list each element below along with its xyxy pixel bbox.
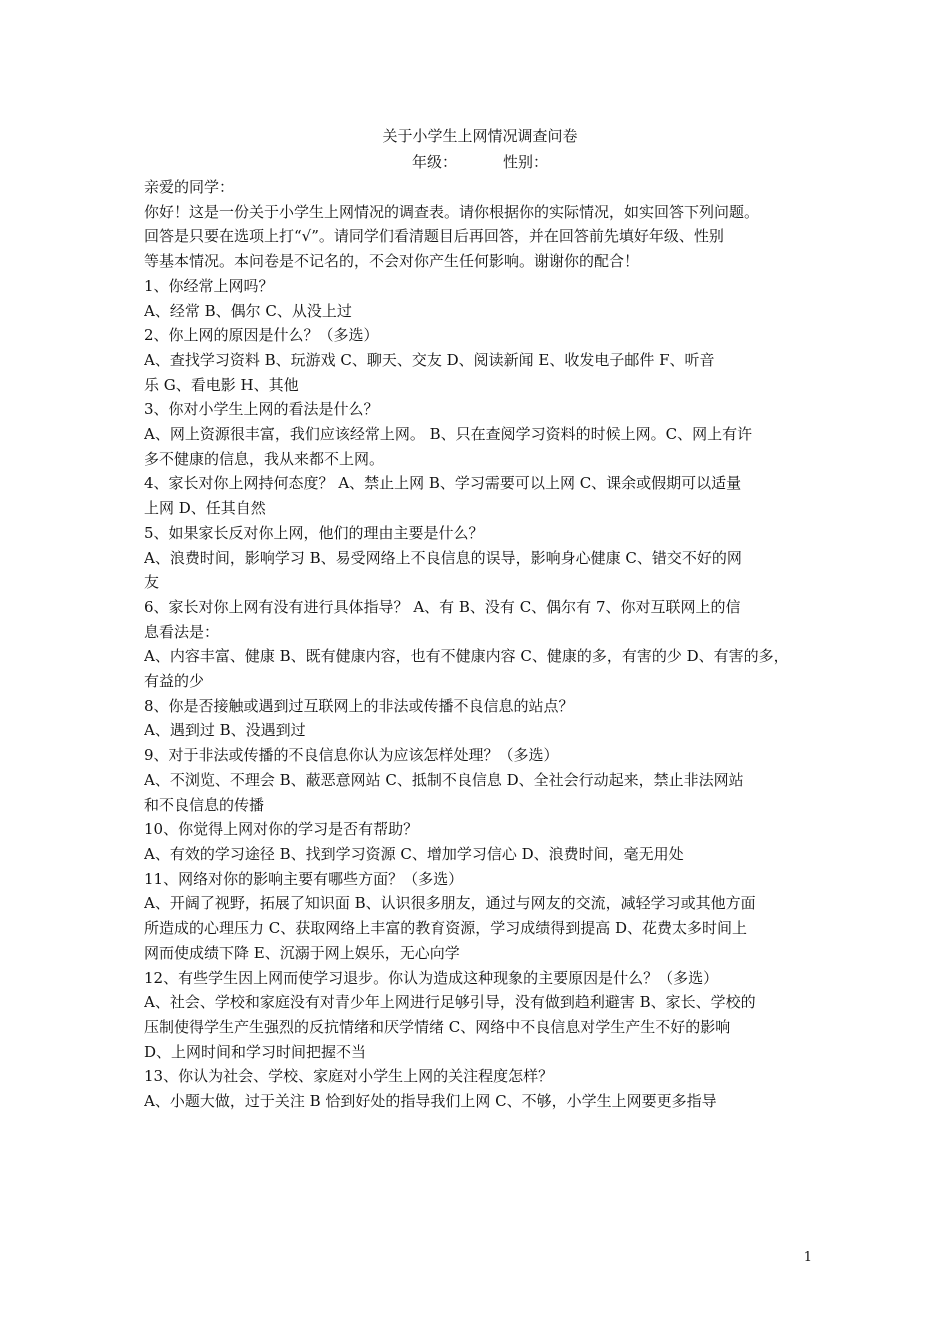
text-line: A、遇到过 B、没遇到过 bbox=[144, 721, 306, 740]
text-line: 13、你认为社会、学校、家庭对小学生上网的关注程度怎样？ bbox=[144, 1067, 554, 1086]
text-line: 和不良信息的传播 bbox=[144, 795, 265, 814]
text-line: A、查找学习资料 B、玩游戏 C、聊天、交友 D、阅读新闻 E、收发电子邮件 F、听音 bbox=[144, 350, 715, 369]
text-line: 10、你觉得上网对你的学习是否有帮助？ bbox=[144, 820, 419, 839]
gender-label: 性别： bbox=[503, 153, 549, 171]
text-line: 压制使得学生产生强烈的反抗情绪和厌学情绪 C、网络中不良信息对学生产生不好的影响 bbox=[144, 1017, 731, 1036]
text-line: 4、家长对你上网持何态度？ A、禁止上网 B、学习需要可以上网 C、课余或假期可以适量 bbox=[144, 474, 742, 493]
text-line: 5、如果家长反对你上网，他们的理由主要是什么？ bbox=[144, 523, 484, 542]
text-line: 6、家长对你上网有没有进行具体指导？ A、有 B、没有 C、偶尔有 7、你对互联网上的信 bbox=[144, 597, 741, 616]
text-line: 所造成的心理压力 C、获取网络上丰富的教育资源，学习成绩得到提高 D、花费太多时间上 bbox=[144, 919, 748, 938]
page-number: 1 bbox=[803, 1250, 812, 1265]
respondent-info bbox=[144, 149, 816, 175]
text-line: 息看法是： bbox=[144, 622, 220, 641]
document-title: 关于小学生上网情况调查问卷 bbox=[382, 127, 578, 145]
survey-text bbox=[144, 175, 816, 1114]
text-line: 3、你对小学生上网的看法是什么？ bbox=[144, 400, 379, 419]
text-line: A、有效的学习途径 B、找到学习资源 C、增加学习信心 D、浪费时间，毫无用处 bbox=[144, 844, 684, 863]
document-body bbox=[144, 123, 816, 1114]
text-line: 乐 G、看电影 H、其他 bbox=[144, 375, 299, 394]
text-line: A、开阔了视野，拓展了知识面 B、认识很多朋友，通过与网友的交流，减轻学习或其他方面 bbox=[144, 894, 756, 913]
text-line: A、内容丰富、健康 B、既有健康内容，也有不健康内容 C、健康的多，有害的少 D、有害的多， bbox=[144, 647, 789, 666]
text-line: 等基本情况。本问卷是不记名的，不会对你产生任何影响。谢谢你的配合！ bbox=[144, 252, 640, 271]
text-line: A、网上资源很丰富，我们应该经常上网。 B、只在查阅学习资料的时候上网。C、网上有许 bbox=[144, 425, 753, 444]
text-line: 11、网络对你的影响主要有哪些方面？（多选） bbox=[144, 869, 464, 888]
text-line: 有益的少 bbox=[144, 672, 205, 691]
text-line: 多不健康的信息，我从来都不上网。 bbox=[144, 449, 385, 468]
text-line: A、不浏览、不理会 B、蔽恶意网站 C、抵制不良信息 D、全社会行动起来，禁止非法网站 bbox=[144, 770, 744, 789]
text-line: 2、你上网的原因是什么？（多选） bbox=[144, 326, 379, 345]
text-line: A、经常 B、偶尔 C、从没上过 bbox=[144, 301, 352, 320]
text-line: A、社会、学校和家庭没有对青少年上网进行足够引导，没有做到趋利避害 B、家长、学校的 bbox=[144, 993, 756, 1012]
text-line: 网而使成绩下降 E、沉溺于网上娱乐，无心向学 bbox=[144, 943, 460, 962]
text-line: 1、你经常上网吗？ bbox=[144, 276, 274, 295]
text-line: 8、你是否接触或遇到过互联网上的非法或传播不良信息的站点？ bbox=[144, 696, 574, 715]
grade-label: 年级： bbox=[411, 153, 457, 171]
text-line: 回答是只要在选项上打“√”。请同学们看清题目后再回答，并在回答前先填好年级、性别 bbox=[144, 227, 724, 246]
text-line: A、浪费时间，影响学习 B、易受网络上不良信息的误导，影响身心健康 C、错交不好的网 bbox=[144, 548, 742, 567]
text-line: D、上网时间和学习时间把握不当 bbox=[144, 1042, 367, 1061]
text-line: 9、对于非法或传播的不良信息你认为应该怎样处理？（多选） bbox=[144, 746, 559, 765]
text-line: 12、有些学生因上网而使学习退步。你认为造成这种现象的主要原因是什么？（多选） bbox=[144, 968, 719, 987]
text-line: 友 bbox=[144, 573, 160, 592]
text-line: A、小题大做，过于关注 B 恰到好处的指导我们上网 C、不够，小学生上网要更多指导 bbox=[144, 1092, 717, 1111]
text-line: 上网 D、任其自然 bbox=[144, 499, 266, 518]
text-line: 你好！这是一份关于小学生上网情况的调查表。请你根据你的实际情况，如实回答下列问题。 bbox=[144, 202, 760, 221]
text-line: 亲爱的同学： bbox=[144, 178, 235, 196]
